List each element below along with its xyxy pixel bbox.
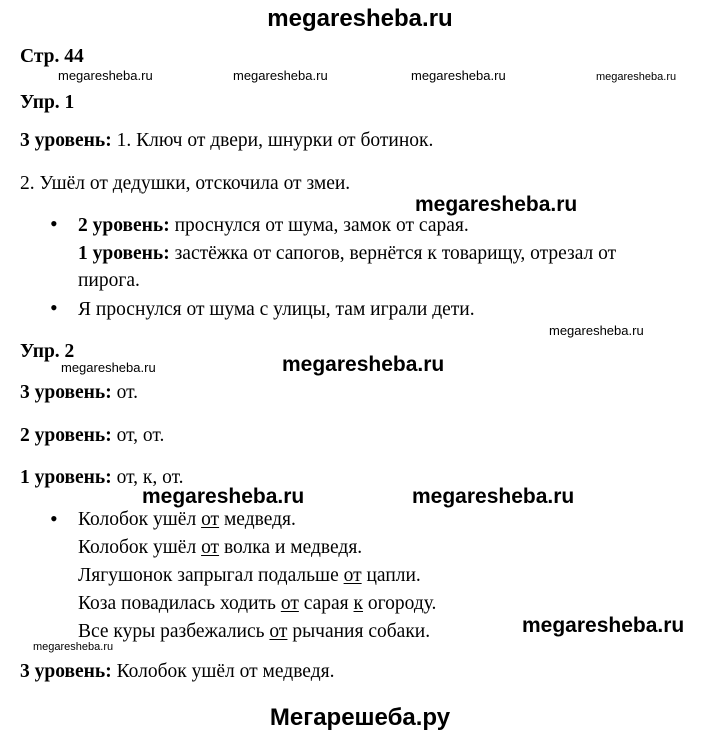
ex1-line-2: 2. Ушёл от дедушки, отскочила от змеи. bbox=[20, 173, 351, 194]
watermark: megaresheba.ru bbox=[58, 68, 153, 83]
ex2-sentence-1: Колобок ушёл от медведя. bbox=[78, 509, 296, 530]
watermark: megaresheba.ru bbox=[61, 360, 156, 375]
ex2-sentence-3: Лягушонок запрыгал подальше от цапли. bbox=[78, 565, 421, 586]
ex1-level-3: 3 уровень: 1. Ключ от двери, шнурки от ботинок. bbox=[20, 130, 434, 151]
header-watermark: megaresheba.ru bbox=[267, 5, 453, 32]
ex2-final: 3 уровень: Колобок ушёл от медведя. bbox=[20, 661, 335, 682]
watermark: megaresheba.ru bbox=[522, 614, 685, 637]
ex1-sentence: Я проснулся от шума с улицы, там играли дети. bbox=[78, 299, 475, 320]
ex1-level-1-cont: пирога. bbox=[78, 270, 140, 291]
bullet: • bbox=[50, 211, 58, 236]
ex2-sentence-2: Колобок ушёл от волка и медведя. bbox=[78, 537, 363, 558]
exercise-1-title: Упр. 1 bbox=[20, 92, 75, 113]
watermark: megaresheba.ru bbox=[415, 193, 578, 216]
bullet: • bbox=[50, 506, 58, 531]
watermark: megaresheba.ru bbox=[142, 485, 305, 508]
watermark: megaresheba.ru bbox=[596, 71, 677, 83]
watermark: megaresheba.ru bbox=[411, 68, 506, 83]
ex2-level-1: 1 уровень: от, к, от. bbox=[20, 467, 184, 488]
page-number: Стр. 44 bbox=[20, 46, 84, 67]
ex2-sentence-4: Коза повадилась ходить от сарая к огороду. bbox=[78, 593, 437, 614]
watermark: megaresheba.ru bbox=[549, 323, 644, 338]
watermark: megaresheba.ru bbox=[233, 68, 328, 83]
ex1-level-1: 1 уровень: застёжка от сапогов, вернётся к товарищу, отрезал от bbox=[78, 243, 617, 264]
watermark: megaresheba.ru bbox=[33, 641, 114, 653]
exercise-2-title: Упр. 2 bbox=[20, 341, 75, 362]
ex2-sentence-5: Все куры разбежались от рычания собаки. bbox=[78, 621, 431, 642]
watermark: megaresheba.ru bbox=[412, 485, 575, 508]
footer-watermark: Мегарешеба.ру bbox=[269, 704, 451, 731]
ex2-level-3: 3 уровень: от. bbox=[20, 382, 139, 403]
watermark: megaresheba.ru bbox=[282, 353, 445, 376]
ex2-level-2: 2 уровень: от, от. bbox=[20, 425, 165, 446]
ex1-level-2: 2 уровень: проснулся от шума, замок от сарая. bbox=[78, 215, 469, 236]
bullet: • bbox=[50, 295, 58, 320]
